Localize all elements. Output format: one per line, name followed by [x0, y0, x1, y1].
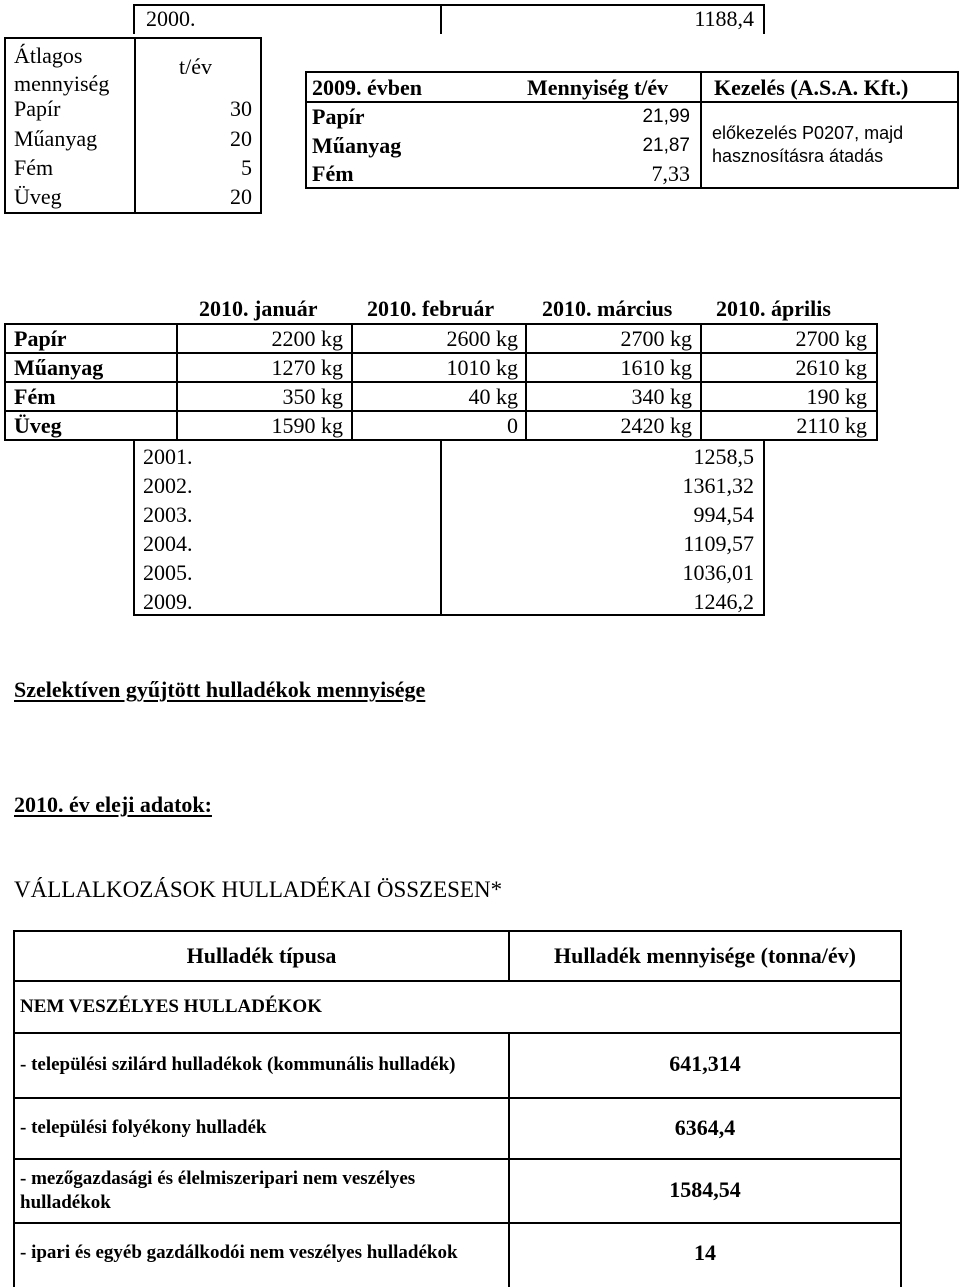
business-title: VÁLLALKOZÁSOK HULLADÉKAI ÖSSZESEN* — [14, 877, 503, 902]
avg-header-label: Átlagos mennyiség — [14, 43, 110, 96]
kg-cell: 1590 kg — [271, 413, 343, 438]
material-label: Műanyag — [312, 133, 402, 158]
year-cell: 2004. — [143, 531, 193, 556]
header-cell: Kezelés (A.S.A. Kft.) — [714, 75, 909, 100]
waste-type: hulladékok — [20, 1192, 111, 1213]
value-cell: 1036,01 — [682, 560, 754, 585]
material-label: Üveg — [14, 413, 62, 438]
waste-type: - mezőgazdasági és élelmiszeripari nem veszélyes — [20, 1168, 416, 1189]
kg-cell: 2610 kg — [795, 355, 867, 380]
kg-cell: 2700 kg — [620, 326, 692, 351]
avg-value: 20 — [230, 126, 252, 151]
amount-cell: 21,87 — [642, 135, 690, 156]
avg-value: 5 — [241, 155, 252, 180]
waste-type: - ipari és egyéb gazdálkodói nem veszélyes hulladékok — [20, 1242, 458, 1263]
month-header: 2010. február — [367, 296, 495, 321]
amount-cell: 7,33 — [651, 161, 690, 186]
year-cell: 2005. — [143, 560, 193, 585]
material-label: Papír — [14, 326, 67, 351]
treatment-cell: előkezelés P0207, majd hasznosításra átadás — [712, 123, 904, 166]
header-cell: Hulladék típusa — [186, 943, 337, 968]
material-label: Műanyag — [14, 126, 98, 151]
material-label: Műanyag — [14, 355, 104, 380]
year-cell: 2003. — [143, 502, 193, 527]
year-cell: 2002. — [143, 473, 193, 498]
kg-cell: 2600 kg — [446, 326, 518, 351]
avg-value: 30 — [230, 96, 252, 121]
month-header: 2010. április — [716, 296, 831, 321]
material-label: Fém — [14, 384, 56, 409]
material-label: Üveg — [14, 184, 62, 209]
material-label: Papír — [312, 104, 365, 129]
value-cell: 1246,2 — [693, 589, 754, 614]
material-label: Papír — [14, 96, 61, 121]
kg-cell: 1610 kg — [620, 355, 692, 380]
waste-amount: 1584,54 — [669, 1177, 741, 1202]
waste-amount: 6364,4 — [674, 1115, 736, 1140]
waste-amount: 14 — [694, 1240, 716, 1265]
waste-amount: 641,314 — [669, 1051, 741, 1076]
kg-cell: 1270 kg — [271, 355, 343, 380]
value-cell: 1188,4 — [694, 6, 754, 31]
kg-cell: 2700 kg — [795, 326, 867, 351]
value-cell: 994,54 — [693, 502, 754, 527]
material-label: Fém — [14, 155, 54, 180]
kg-cell: 2420 kg — [620, 413, 692, 438]
kg-cell: 1010 kg — [446, 355, 518, 380]
value-cell: 1361,32 — [682, 473, 754, 498]
selective-heading: Szelektíven gyűjtött hulladékok mennyisége — [14, 677, 426, 702]
material-label: Fém — [312, 161, 354, 186]
month-header: 2010. január — [199, 296, 318, 321]
kg-cell: 340 kg — [631, 384, 692, 409]
header-cell: Hulladék mennyisége (tonna/év) — [554, 943, 856, 968]
value-cell: 1258,5 — [693, 444, 754, 469]
waste-type: - települési folyékony hulladék — [20, 1117, 267, 1138]
value-cell: 1109,57 — [683, 531, 754, 556]
header-cell: 2009. évben — [312, 75, 422, 100]
year-cell: 2001. — [143, 444, 193, 469]
kg-cell: 40 kg — [468, 384, 518, 409]
kg-cell: 350 kg — [282, 384, 343, 409]
header-cell: Mennyiség t/év — [527, 75, 669, 100]
avg-header-unit: t/év — [179, 54, 212, 79]
kg-cell: 190 kg — [806, 384, 867, 409]
year-start-heading: 2010. év eleji adatok: — [14, 792, 212, 817]
year-cell: 2000. — [146, 6, 196, 31]
waste-type: - települési szilárd hulladékok (kommunális hulladék) — [20, 1054, 456, 1075]
section-label: NEM VESZÉLYES HULLADÉKOK — [20, 996, 322, 1017]
kg-cell: 2200 kg — [271, 326, 343, 351]
year-cell: 2009. — [143, 589, 193, 614]
month-header: 2010. március — [542, 296, 673, 321]
kg-cell: 2110 kg — [796, 413, 867, 438]
kg-cell: 0 — [507, 413, 518, 438]
amount-cell: 21,99 — [642, 106, 690, 127]
avg-value: 20 — [230, 184, 252, 209]
